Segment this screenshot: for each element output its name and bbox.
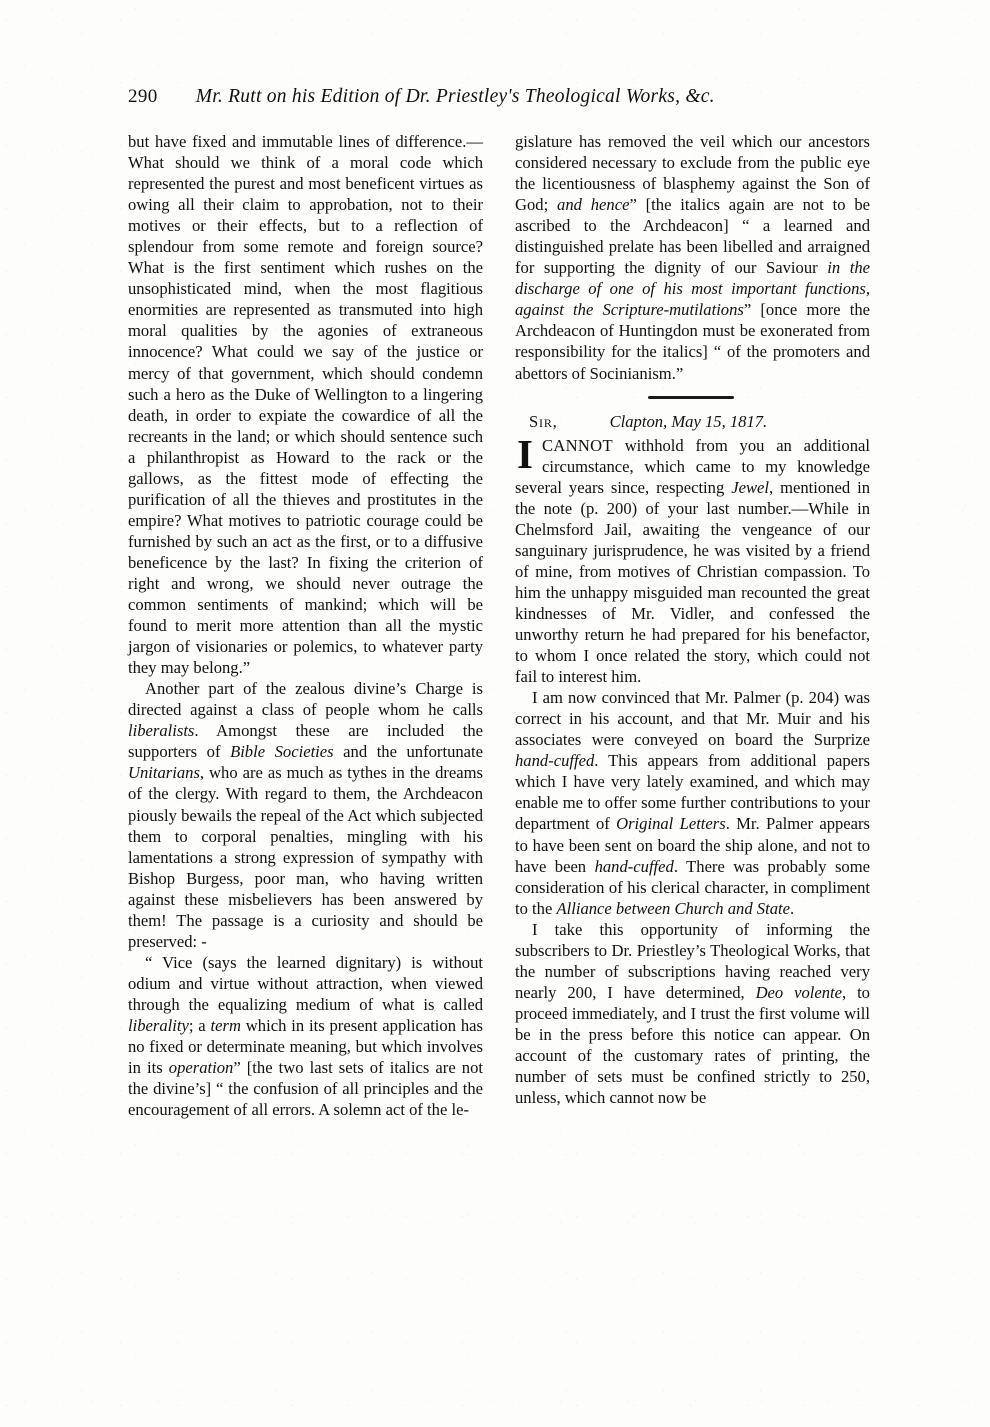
text-run: . Amongst these are included the supporters of [128,721,483,762]
italic-phrase: operation [168,1058,234,1078]
text-run: “ Vice (says the learned dignitary) is without odium and virtue without attraction, when viewed through the equalizing medium of what is called [128,952,483,1014]
letter-body [515,430,871,1109]
letter-paragraph-1 [515,430,870,688]
text-run: I take this opportunity of informing the subscribers to Dr. Priestley’s Theological Works, that the number of subscriptions having reached very nearly 200, I have determined, [515,919,870,1002]
letter-paragraph-3 [515,919,870,1108]
text-run: . Mr. Palmer appears to have been sent on board the ship alone, and not to have been [515,814,871,876]
drop-cap-letter: I [517,430,533,477]
liberalists-paragraph [128,678,483,952]
italic-phrase: in the discharge of one of his most important functions, against the Scripture-mutilations [515,258,870,320]
text-run: ” [once more the Archdeacon of Huntingdon must be exonerated from responsibility for the italics] “ of the promoters and abettors of Socinianism.” [515,300,870,383]
salutation: Sir, [529,411,558,431]
text-run: Another part of the zealous divine’s Charge is directed against a class of people whom he calls [128,679,483,720]
italic-phrase: Unitarians [128,763,200,783]
text-run: I am now convinced that Mr. Palmer (p. 204) was correct in his account, and that Mr. Muir and his associates were conveyed on board the Surprize [515,688,870,750]
italic-phrase: hand-cuffed [594,856,674,876]
opening-small-caps: CANNOT [541,435,613,455]
text-columns [128,131,873,1120]
left-column [128,131,483,1120]
text-run: , mentioned in the note (p. 200) of your last number.—While in Chelmsford Jail, awaiting the vengeance of our sanguinary jurisprudence, he was visited by a friend of mine, from motives of Christian compassion. To him the unhappy misguided man recounted the great kindnesses of Mr. Vidler, and confessed the unworthy return he had prepared for his benefactor, to whom I once related the story, which could not fail to interest him. [515,477,870,687]
text-run: ” [the italics again are not to be ascribed to the Archdeacon] “ a learned and distinguished prelate has been libelled and arraigned for supporting the dignity of our Saviour [515,195,871,278]
italic-phrase: hand-cuffed [515,751,595,771]
section-divider-rule [648,396,734,399]
text-run: which in its present application has no fixed or determinate meaning, but which involves in its [128,1015,483,1078]
italic-phrase: liberality [128,1015,189,1035]
italic-phrase: Original Letters [616,814,726,834]
text-run: and the unfortunate [333,742,483,762]
review-continuation: but have fixed and immutable lines of difference.—What should we think of a moral code which represented the purest and most beneficent virtues as owing all their claim to approbation, not to their motives or their effects, but to a reflection of splendour from some remote and foreign source? What is the first sentiment which rushes on the unsophisticated mind, when the most flagitious enormities are represented as transmuted into high moral qualities by the agonies of extraneous innocence? What could we say of the justice or mercy of that government, which should condemn such a hero as the Duke of Wellington to a lingering death, in order to expiate the cowardice of all the recreants in the land; or which should sentence such a philanthropist as Howard to the rack or the gallows, as the fittest mode of effecting the purification of all the thieves and prostitutes in the empire? What motives to patriotic courage could be furnished by such an act as the first, or to a diffusive beneficence by the last? In fixing the criterion of right and wrong, we should never outrage the common sentiments of mankind; which will be found to merit more attention than all the mystic jargon of visionaries or polemics, to whatever party they may belong.” [128,132,483,678]
text-run: , who are as much as tythes in the dreams of the clergy. With regard to them, the Archdeacon piously bewails the repeal of the Act which subjected them to corporal penalties, mingling with his lamentations a strong expression of sympathy with Bishop Burgess, poor man, who having written against these misbelievers has been answered by them! The passage is a curiosity and should be preserved: - [128,763,483,951]
dignitary-quotation [128,952,483,1120]
italic-phrase: term [210,1015,241,1035]
legislature-paragraph [515,131,870,384]
italic-phrase: and hence [557,195,630,215]
text-run: . This appears from additional papers which I have very lately examined, and which may enable me to offer some further contributions to your department of [515,751,870,834]
text-run: . [789,898,795,918]
running-head [128,86,868,112]
right-column [515,131,870,1108]
left-column-body [128,131,483,1120]
place-and-date: Clapton, May 15, 1817. [609,411,768,431]
running-title: Mr. Rutt on his Edition of Dr. Priestley's Theological Works, &c. [195,86,715,107]
text-run: ; a [188,1015,211,1035]
italic-phrase: Bible Societies [230,742,334,762]
italic-phrase: Jewel [731,477,769,497]
letter-paragraph-2 [515,687,870,919]
text-run: ” [the two last sets of italics are not the divine’s] “ the confusion of all principles and the encouragement of all errors. A solemn act of the le- [128,1058,483,1120]
text-run: withhold from you an additional circumstance, which came to my knowledge several years since, respecting [515,435,870,497]
article-end-paragraph [515,131,870,384]
letter-dateline [515,411,870,432]
page-number: 290 [128,86,158,107]
italic-phrase: liberalists [128,721,195,741]
italic-phrase: Alliance between Church and State [556,898,790,918]
text-run: gislature has removed the veil which our ancestors considered necessary to exclude from the public eye the licentiousness of blasphemy against the Son of God; [515,132,870,215]
italic-phrase: Deo volente [755,982,843,1002]
text-run: . There was probably some consideration of his clerical character, in compliment to the [515,856,870,918]
text-run: , to proceed immediately, and I trust the first volume will be in the press before this notice can appear. On account of the customary rates of printing, the number of sets must be confined strictly to 250, unless, which cannot now be [515,982,870,1108]
